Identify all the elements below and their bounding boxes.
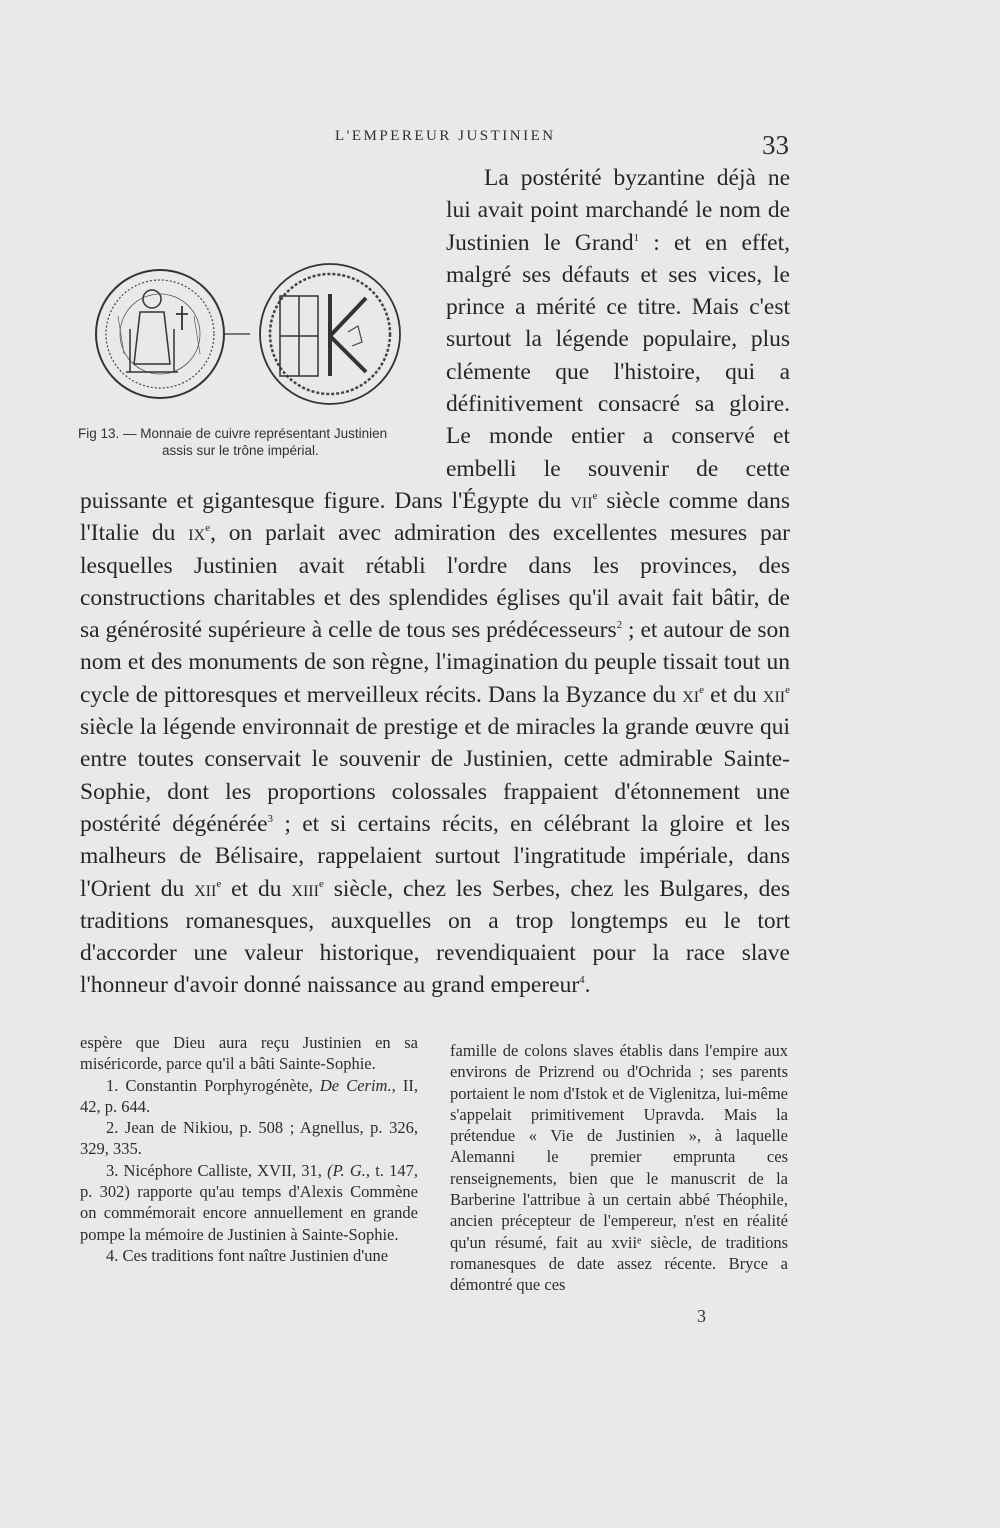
century-numeral: xii [194, 875, 217, 902]
century-numeral: vii [570, 487, 593, 514]
page-number: 33 [762, 130, 789, 160]
coin-figure [80, 162, 430, 482]
text-run: , on parlait avec admiration des excellentes mesures par lesquelles Justinien avait rétabli l'ordre dans les provinces, des constructions charitables et des splendides églises qu'il avait fait bâtir, de sa générosité supérieure à celle de tous ses prédécesseurs [80, 520, 790, 644]
footnote-number: 2. [106, 1118, 119, 1138]
footnote-ref: 4 [579, 974, 585, 987]
footnote-4-continuation: famille de colons slaves établis dans l'empire aux environs de Prizrend ou d'Ochrida ; ses parents portaient le nom d'Istok et de Viglenitza, lui-même s'appelait primitivement Upravda. Mais la prétendue « Vie de Justinien », à laquelle Alemanni le premier emprunta ces renseignements, bien que le manuscrit de la Barberine l'attribue à un certain abbé Théophile, ancien précepteur de l'empereur, n'est en réalité qu'un résumé, fait au xviiᵉ siècle, de traditions romanesques de date assez récente. Bryce a démontré que ces [450, 1041, 788, 1295]
text-run: siècle, chez les Serbes, chez les Bulgares, des traditions romanesques, auxquelles on a trop longtemps eu le tort d'accorder une valeur historique, revendiquaient pour la race slave l'honneur d'avoir donné naissance au grand empereur [80, 875, 790, 999]
text-run: et du [221, 875, 292, 902]
century-numeral: xii [762, 681, 786, 708]
caption-line-1: Fig 13. — Monnaie de cuivre représentant Justinien [78, 426, 388, 441]
ordinal-suffix: e [699, 683, 705, 696]
ordinal-suffix: e [785, 683, 790, 696]
coin-obverse [96, 270, 224, 398]
footnote-number: 3. [106, 1160, 119, 1180]
footnotes-left-column [80, 1032, 418, 1266]
footnote-ref: 3 [267, 813, 273, 826]
footnote-text: Constantin Porphyrogénète, [118, 1075, 320, 1095]
caption-line-2: assis sur le trône impérial. [162, 443, 319, 458]
century-numeral: ix [188, 520, 206, 547]
text-run: siècle la légende environnait de prestige et de miracles la grande œuvre qui entre toutes conservait le souvenir de Justinien, cette admirable Sainte-Sophie, dont les proportions colossales frappaient d'étonnement une postérité dégénérée [80, 714, 790, 837]
signature-mark: 3 [697, 1306, 706, 1326]
ordinal-suffix: e [216, 877, 222, 890]
footnote-1 [80, 1075, 418, 1118]
ordinal-suffix: e [205, 522, 211, 535]
footnote-ref: 1 [633, 231, 640, 244]
footnote-text: Jean de Nikiou, p. 508 ; Agnellus, p. 326, 329, 335. [80, 1118, 418, 1159]
text-run: . [584, 972, 591, 999]
footnote-2 [80, 1117, 418, 1160]
running-title: L'EMPEREUR JUSTINIEN [335, 128, 556, 144]
footnote-4 [80, 1245, 418, 1266]
text-run: et du [704, 681, 763, 708]
century-numeral: xiii [291, 875, 319, 902]
century-numeral: xi [682, 681, 700, 708]
text-run: ; et si certains récits, en célébrant la gloire et les malheurs de Bélisaire, rappelaient surtout l'ingratitude impériale, dans l'Orient du [80, 810, 790, 902]
footnote-text: Ces traditions font naître Justinien d'une [118, 1245, 389, 1265]
coin-illustration [90, 254, 420, 424]
text-run: : et en effet, malgré ses défauts et ses vices, le prince a mérité ce titre. Mais c'est surtout la légende populaire, plus clémente que l'histoire, qui a définitivement consacré sa gloire. Le monde entier a conservé et embelli le souvenir de cette puissante et gigantesque figure. Dans l'Égypte du [80, 229, 790, 514]
figure-caption [78, 425, 438, 459]
footnote-text: , t. 147, p. 302) rapporte qu'au temps d'Alexis Commène on commémorait encore annuellement en grande pompe la mémoire de Justinien à Sainte-Sophie. [80, 1160, 418, 1244]
footnote-3 [80, 1160, 418, 1245]
footnote-number: 1. [106, 1075, 119, 1095]
footnote-title: (P. G. [327, 1160, 366, 1180]
footnote-ref: 2 [616, 619, 623, 632]
ordinal-suffix: e [592, 490, 598, 503]
text-run: La postérité byzantine déjà ne lui avait point marchandé le nom de Justinien le Grand [446, 165, 790, 256]
text-run: siècle comme dans l'Italie du [80, 487, 790, 547]
footnote-number: 4. [106, 1245, 119, 1265]
footnote-text: Nicéphore Calliste, XVII, 31, [118, 1160, 328, 1180]
footnote-title: De Cerim. [319, 1075, 392, 1095]
main-text-block [80, 162, 790, 1002]
footnotes-right-column [450, 1040, 788, 1296]
footnote-text: , II, 42, p. 644. [80, 1075, 418, 1116]
text-run: ; et autour de son nom et des monuments de son règne, l'imagination du peuple tissait tout un cycle de pittoresques et merveilleux récits. Dans la Byzance du [80, 617, 790, 708]
footnote-continuation: espère que Dieu aura reçu Justinien en sa miséricorde, parce qu'il a bâti Sainte-Sophie. [80, 1033, 418, 1074]
coin-reverse [260, 264, 400, 404]
ordinal-suffix: e [318, 877, 324, 890]
